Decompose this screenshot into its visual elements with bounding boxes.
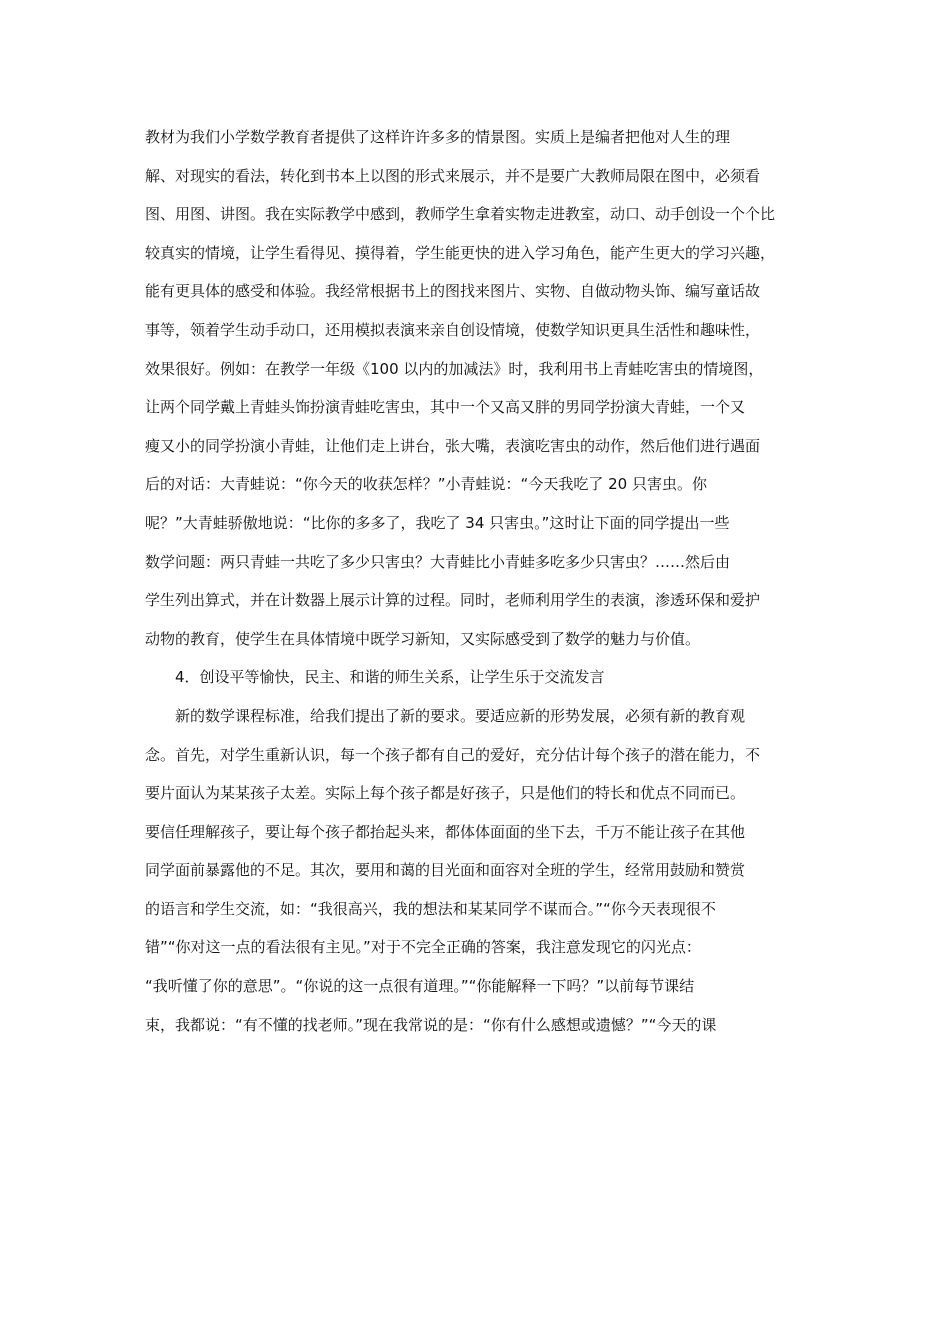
body-text (145, 118, 815, 1044)
text-line: 束，我都说：“有不懂的找老师。”现在我常说的是：“你有什么感想或遗憾？”“今天的课 (145, 1015, 717, 1034)
section-heading: 4．创设平等愉快，民主、和谐的师生关系，让学生乐于交流发言 (175, 668, 605, 687)
text-line: 呢？”大青蛙骄傲地说：“比你的多多了，我吃了 34 只害虫。”这时让下面的同学提出一些 (145, 513, 730, 532)
text-line: 新的数学课程标准，给我们提出了新的要求。要适应新的形势发展，必须有新的教育观 (175, 706, 746, 725)
text-line: 较真实的情境，让学生看得见、摸得着，学生能更快的进入学习角色，能产生更大的学习兴趣， (145, 243, 776, 262)
text-line: 教材为我们小学数学教育者提供了这样许许多多的情景图。实质上是编者把他对人生的理 (145, 128, 731, 146)
text-line: 事等，领着学生动手动口，还用模拟表演来亲自创设情境，使数学知识更具生活性和趣味性， (145, 320, 761, 339)
text-line: 后的对话：大青蛙说：“你今天的收获怎样？”小青蛙说：“今天我吃了 20 只害虫。你 (145, 475, 707, 494)
text-line: 动物的教育，使学生在具体情境中既学习新知，又实际感受到了数学的魅力与价值。 (145, 629, 701, 648)
text-line: 效果很好。例如：在教学一年级《100 以内的加减法》时，我利用书上青蛙吃害虫的情境图， (145, 359, 764, 378)
text-line: 念。首先，对学生重新认识，每一个孩子都有自己的爱好，充分估计每个孩子的潜在能力，不 (145, 745, 761, 764)
text-line: 让两个同学戴上青蛙头饰扮演青蛙吃害虫，其中一个又高又胖的男同学扮演大青蛙，一个又 (145, 398, 746, 417)
text-line: 数学问题：两只青蛙一共吃了多少只害虫？大青蛙比小青蛙多吃多少只害虫？……然后由 (145, 552, 731, 571)
text-line: 的语言和学生交流，如：“我很高兴，我的想法和某某同学不谋而合。”“你今天表现很不 (145, 899, 716, 918)
text-line: 学生列出算式，并在计数器上展示计算的过程。同时，老师利用学生的表演，渗透环保和爱护 (145, 591, 761, 610)
text-line: 解、对现实的看法，转化到书本上以图的形式来展示，并不是要广大教师局限在图中，必须看 (145, 166, 761, 185)
text-line: 错”“你对这一点的看法很有主见。”对于不完全正确的答案，我注意发现它的闪光点： (145, 938, 701, 957)
text-line: 能有更具体的感受和体验。我经常根据书上的图找来图片、实物、自做动物头饰、编写童话故 (145, 282, 761, 301)
text-line: 图、用图、讲图。我在实际教学中感到，教师学生拿着实物走进教室，动口、动手创设一个个比 (145, 205, 776, 224)
text-line: “我听懂了你的意思”。“你说的这一点很有道理。”“你能解释一下吗？”以前每节课结 (145, 977, 695, 996)
text-line: 同学面前暴露他的不足。其次，要用和蔼的目光面和面容对全班的学生，经常用鼓励和赞赏 (145, 861, 746, 880)
text-line: 要片面认为某某孩子太差。实际上每个孩子都是好孩子，只是他们的特长和优点不同而已。 (145, 784, 746, 803)
text-line: 瘦又小的同学扮演小青蛙，让他们走上讲台，张大嘴，表演吃害虫的动作，然后他们进行遇面 (145, 436, 761, 455)
text-line: 要信任理解孩子，要让每个孩子都抬起头来，都体体面面的坐下去，千万不能让孩子在其他 (145, 822, 746, 841)
